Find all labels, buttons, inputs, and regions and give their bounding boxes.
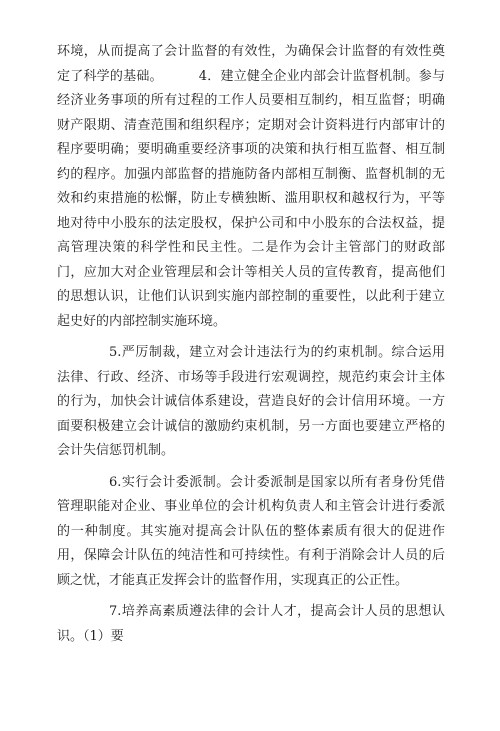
paragraph-3: 6.实行会计委派制。会计委派制是国家以所有者身份凭借管理职能对企业、事业单位的会计机构负责人和主管会计进行委派的一种制度。其实施对提高会计队伍的整体素质有很大的促进作用，保障会计队伍的纯洁性和可持续性。有利于消除会计人员的后顾之忧，才能真正发挥会计的监督作用，实现真正的公正性。	[57, 474, 445, 588]
paragraph-2: 5.严厉制裁，建立对会计违法行为的约束机制。综合运用法律、行政、经济、市场等手段进行宏观调控，规范约束会计主体的行为，加快会计诚信体系建设，营造良好的会计信用环境。一方面要积极建立会计诚信的激励约束机制，另一方面也要建立严格的会计失信惩罚机制。	[57, 345, 445, 458]
paragraph-4: 7.培养高素质遵法律的会计人才，提高会计人员的思想认识。（1）要	[57, 604, 445, 644]
paragraph-1-lead: 环境，从而提高了会计监督的有效性，为确保会计监督的有效性奠定了科学的基础。	[57, 44, 445, 84]
document-body	[57, 40, 445, 656]
paragraph-1-tail: 4．建立健全企业内部会计监督机制。参与经济业务事项的所有过程的工作人员要相互制约，相互监督；明确财产限期、清查范围和组织程序；定期对会计资料进行内部审计的程序要明确；要明确重要经济事项的决策和执行相互监督、相互制约的程序。加强内部监督的措施防备内部相互制衡、监督机制的无效和约束措施的松懈，防止专横独断、滥用职权和越权行为，平等地对待中小股东的法定股权，保护公司和中小股东的合法权益，提高管理决策的科学性和民主性。二是作为会计主管部门的财政部门，应加大对企业管理层和会计等相关人员的宣传教育，提高他们的思想认识，让他们认识到实施内部控制的重要性，以此利于建立起史好的内部控制实施环境。	[57, 68, 445, 329]
paragraph-1	[57, 40, 445, 334]
